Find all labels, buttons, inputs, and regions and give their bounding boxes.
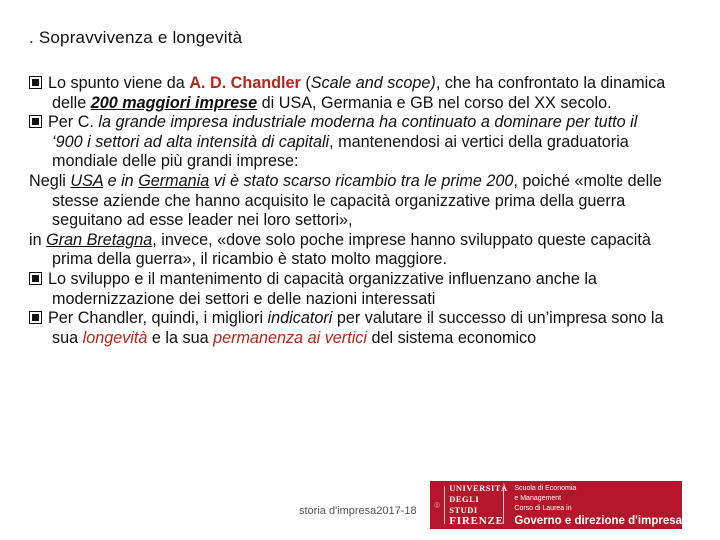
permanence-term: permanenza ai vertici bbox=[213, 328, 367, 347]
text: e la sua bbox=[147, 328, 214, 347]
italic-statement: la grande impresa industriale moderna ha continuato a dominare per tutto il ‘900 i settori ad alta intensità di capitali bbox=[52, 113, 638, 151]
uni-line-3: FIRENZE bbox=[449, 515, 504, 527]
department-name bbox=[514, 484, 682, 526]
paragraph-great-britain bbox=[29, 231, 669, 270]
slide-title: . Sopravvivenza e longevità bbox=[29, 28, 243, 47]
footer-course-label: storia d'impresa2017-18 bbox=[299, 505, 417, 517]
text: , poiché «molte delle stesse aziende che hanno acquisito le capacità organizzative prima della guerra seguitano ad esse leader nei loro settori», bbox=[52, 171, 662, 230]
country-gran-bretagna: Gran Bretagna bbox=[46, 230, 153, 249]
text: , che ha confrontato la dinamica delle bbox=[52, 74, 666, 112]
university-name bbox=[449, 483, 508, 527]
country-usa: USA bbox=[70, 171, 104, 190]
text: per valutare il successo di un’impresa sono la sua bbox=[52, 309, 664, 347]
country-germania: Germania bbox=[138, 171, 210, 190]
bullet-icon bbox=[29, 311, 42, 324]
slide-body bbox=[29, 74, 669, 348]
author-name: A. D. Chandler bbox=[189, 74, 301, 92]
text: e in bbox=[103, 171, 139, 190]
dept-line-1: Scuola di Economia bbox=[514, 485, 577, 492]
program-name: Governo e direzione d'impresa bbox=[514, 515, 683, 527]
bullet-icon bbox=[29, 76, 42, 89]
book-title: Scale and scope) bbox=[310, 74, 436, 92]
paragraph-big-business bbox=[29, 113, 669, 172]
text: del sistema economico bbox=[366, 328, 537, 347]
paragraph-indicators bbox=[29, 309, 669, 348]
paragraph-usa-germany bbox=[29, 172, 669, 231]
university-seal-icon bbox=[434, 485, 440, 525]
paragraph-chandler-source bbox=[29, 74, 669, 113]
text: vi è stato scarso ricambio tra le prime 200 bbox=[209, 171, 514, 190]
text: , invece, «dove solo poche imprese hanno sviluppato queste capacità prima della guerra», il ricambio è stato molto maggiore. bbox=[52, 230, 651, 269]
paragraph-capabilities bbox=[29, 270, 669, 309]
bullet-icon bbox=[29, 272, 42, 285]
indicators-term: indicatori bbox=[267, 309, 333, 328]
text: di USA, Germania e GB nel corso del XX secolo. bbox=[257, 93, 612, 112]
dept-line-2: e Management bbox=[514, 495, 562, 502]
text: Lo spunto viene da bbox=[48, 74, 190, 92]
text: Negli bbox=[29, 171, 71, 190]
bullet-icon bbox=[29, 115, 42, 128]
uni-line-2: DEGLI STUDI bbox=[449, 494, 480, 515]
text: ( bbox=[300, 74, 311, 92]
uni-line-1: UNIVERSITÀ bbox=[449, 483, 508, 493]
text: Per Chandler, quindi, i migliori bbox=[48, 309, 268, 328]
text: Per C. bbox=[48, 113, 99, 132]
dept-line-3: Corso di Laurea in bbox=[514, 505, 572, 512]
emphasis-200-firms: 200 maggiori imprese bbox=[90, 93, 258, 112]
text: Lo sviluppo e il mantenimento di capacità organizzative influenzano anche la modernizzazione dei settori e delle nazioni interessati bbox=[48, 269, 597, 308]
text: , mantenendosi ai vertici della graduatoria mondiale delle più grandi imprese: bbox=[52, 132, 629, 171]
longevity-term: longevità bbox=[82, 328, 148, 347]
text: in bbox=[29, 230, 47, 249]
university-logo bbox=[430, 481, 682, 529]
